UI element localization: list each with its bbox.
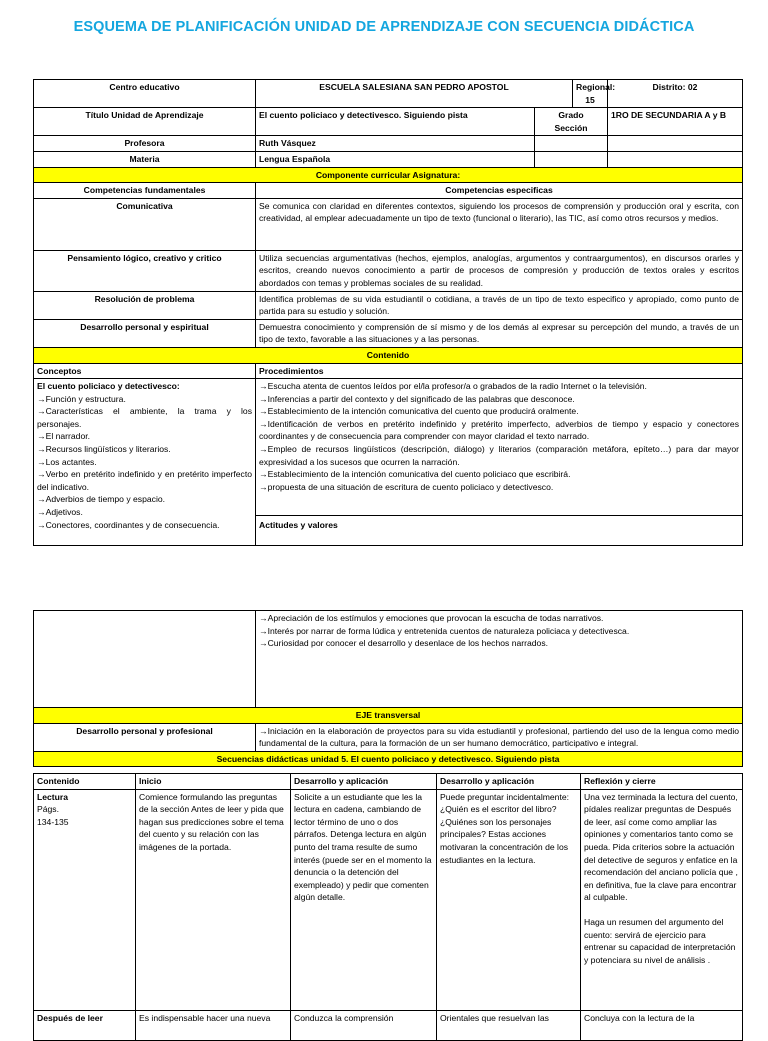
procedimiento-item: →Empleo de recursos lingüísticos (descripción, diálogo) y literarios (comparación metáfora, epíteto…) para dar mayor expresividad a los sucesos que ocurren la narración.: [259, 444, 739, 467]
page-title: ESQUEMA DE PLANIFICACIÓN UNIDAD DE APRENDIZAJE CON SECUENCIA DIDÁCTICA: [73, 19, 695, 35]
despues-desarrollo-2: Orientales que resuelvan las: [437, 1010, 581, 1040]
empty-cell: [608, 136, 743, 152]
profesora-value: Ruth Vásquez: [256, 136, 535, 152]
col-header-desarrollo: Desarrollo y aplicación: [437, 774, 581, 790]
actitud-item: →Interés por narrar de forma lúdica y entretenida cuentos de naturaleza policiaca y detectivesca.: [259, 625, 630, 636]
centro-value: ESCUELA SALESIANA SAN PEDRO APOSTOL: [256, 80, 573, 108]
lectura-inicio: Comience formulando las preguntas de la sección Antes de leer y pida que hagan sus predicciones sobre el tema del cuento y su relación con las imágenes de la portada.: [136, 789, 291, 1010]
reflexion-paragraph: Haga un resumen del argumento del cuento: servirá de ejercicio para entrenar su capacidad de interpretación y potenciara su nivel de análisis .: [584, 916, 736, 965]
col-header-inicio: Inicio: [136, 774, 291, 790]
eje-header: EJE transversal: [34, 708, 743, 724]
actitud-item: →Curiosidad por conocer el desarrollo y desenlace de los hechos narrados.: [259, 638, 549, 649]
actitudes-header: Actitudes y valores: [256, 516, 743, 546]
concepto-item: →Adverbios de tiempo y espacio.: [37, 494, 166, 505]
lectura-desarrollo-2: Puede preguntar incidentalmente: ¿Quién es el escritor del libro? ¿Quiénes son los personajes principales? Estas acciones motivaran la concentración de los estudiantes en la lectura.: [437, 789, 581, 1010]
conceptos-list: [34, 379, 256, 546]
seccion-label: Sección: [554, 122, 588, 133]
procedimiento-item: →Establecimiento de la intención comunicativa del cuento que producirá oralmente.: [259, 406, 579, 417]
actitudes-list: [256, 611, 743, 708]
secuencias-table: [33, 773, 743, 1041]
competencia-name: Comunicativa: [34, 198, 256, 250]
competencia-text: Identifica problemas de su vida estudiantil o cotidiana, a través de un tipo de texto especifico y apropiado, como punto de partida para su estudio y solución.: [256, 291, 743, 319]
grado-value: 1RO DE SECUNDARIA A y B: [608, 108, 743, 136]
planning-table: [33, 79, 743, 546]
centro-label: Centro educativo: [34, 80, 256, 108]
competencia-text: Utiliza secuencias argumentativas (hechos, ejemplos, analogías, argumentos y contraargumentos), en discursos orarles y escritos, creando nuevos conocimiento a partir de procesos de compresión y producción de textos orales y escritos abordados con temas y problemas sociales de su realidad.: [256, 250, 743, 291]
empty-cell: [535, 151, 608, 167]
planning-table-continued: [33, 610, 743, 767]
col-header-contenido: Contenido: [34, 774, 136, 790]
concepto-item: →Recursos lingüísticos y literarios.: [37, 444, 171, 455]
lectura-pages-number: 134-135: [37, 816, 69, 827]
titulo-value: El cuento policiaco y detectivesco. Siguiendo pista: [256, 108, 535, 136]
eje-text: →Iniciación en la elaboración de proyectos para su vida estudiantil y profesional, partiendo del uso de la lengua como medio fundamental de la cultura, para la formación de un ser humano democrático, participativo e integral.: [256, 723, 743, 751]
despues-label: Después de leer: [34, 1010, 136, 1040]
conceptos-title: El cuento policiaco y detectivesco:: [37, 381, 180, 392]
eje-label: Desarrollo personal y profesional: [34, 723, 256, 751]
col-header-reflexion: Reflexión y cierre: [581, 774, 743, 790]
lectura-desarrollo-1: Solicite a un estudiante que les la lectura en cadena, cambiando de lector término de uno o dos párrafos. Detenga lectura en algún punto del trama resulte de sumo interés (puede ser en el momento la denuncia o la detención del exempleado) y pedir que comenten algún detalle.: [291, 789, 437, 1010]
secuencias-header: Secuencias didácticas unidad 5. El cuento policiaco y detectivesco. Siguiendo pista: [34, 751, 743, 767]
competencia-name: Pensamiento lógico, creativo y critico: [34, 250, 256, 291]
concepto-item: →Los actantes.: [37, 456, 97, 467]
col-header-desarrollo: Desarrollo y aplicación: [291, 774, 437, 790]
concepto-item: →Conectores, coordinantes y de consecuencia.: [37, 519, 220, 530]
despues-desarrollo-1: Conduzca la comprensión: [291, 1010, 437, 1040]
competencia-name: Desarrollo personal y espiritual: [34, 319, 256, 347]
competencias-fundamentales-header: Competencias fundamentales: [34, 183, 256, 199]
distrito: Distrito: 02: [608, 80, 743, 108]
procedimientos-header: Procedimientos: [256, 363, 743, 379]
procedimiento-item: →propuesta de una situación de escritura de cuento policiaco y detectivesco.: [259, 481, 554, 492]
concepto-item: →Adjetivos.: [37, 507, 83, 518]
despues-inicio: Es indispensable hacer una nueva: [136, 1010, 291, 1040]
competencia-text: Se comunica con claridad en diferentes contextos, siguiendo los procesos de comprensión y producción oral y escrita, con creatividad, al emplear adecuadamente un tipo de texto (funcional o literario), las TIC, así como otros recursos y medios.: [256, 198, 743, 250]
concepto-item: →Características el ambiente, la trama y los personajes.: [37, 406, 252, 429]
empty-cell: [608, 151, 743, 167]
concepto-item: →El narrador.: [37, 431, 91, 442]
componente-header: Componente curricular Asignatura:: [34, 167, 743, 183]
materia-value: Lengua Española: [256, 151, 535, 167]
materia-label: Materia: [34, 151, 256, 167]
lectura-pages-label: Págs.: [37, 804, 59, 815]
regional: Regional: 15: [573, 80, 608, 108]
competencias-especificas-header: Competencias especificas: [256, 183, 743, 199]
grado-label: Grado: [558, 110, 584, 121]
empty-cell: [34, 611, 256, 708]
competencia-name: Resolución de problema: [34, 291, 256, 319]
conceptos-header: Conceptos: [34, 363, 256, 379]
grado-seccion-label: [535, 108, 608, 136]
reflexion-paragraph: Una vez terminada la lectura del cuento, pídales realizar preguntas de Después de leer, así come como ampliar las opiniones y comentarios tanto como se pueda. Pida criterios sobre la actuación del detective de seguros y enfatice en la recomendación del anciano policía que , en definitiva, fue la clave para encontrar al culpable.: [584, 791, 738, 903]
procedimiento-item: →Identificación de verbos en pretérito indefinido y pretérito imperfecto, adverbios de tiempo y espacio y conectores coordinantes y de consecuencia para comprender con mayor claridad el texto narrado.: [259, 418, 739, 442]
concepto-item: →Verbo en pretérito indefinido y en pretérito imperfecto del indicativo.: [37, 469, 252, 492]
procedimiento-item: →Inferencias a partir del contexto y del significado de las palabras que desconoce.: [259, 393, 575, 404]
concepto-item: →Función y estructura.: [37, 393, 126, 404]
actitud-item: →Apreciación de los estímulos y emociones que provocan la escucha de todas narrativos.: [259, 613, 604, 623]
despues-reflexion: Concluya con la lectura de la: [581, 1010, 743, 1040]
lectura-label: Lectura: [37, 791, 69, 802]
lectura-cell: [34, 789, 136, 1010]
procedimientos-list: [256, 379, 743, 516]
procedimiento-item: →Escucha atenta de cuentos leídos por el/la profesor/a o grabados de la radio Internet o la televisión.: [259, 381, 647, 392]
procedimiento-item: →Establecimiento de la intención comunicativa del cuento policiaco que escribirá.: [259, 469, 571, 480]
titulo-label: Título Unidad de Aprendizaje: [34, 108, 256, 136]
profesora-label: Profesora: [34, 136, 256, 152]
empty-cell: [535, 136, 608, 152]
contenido-header: Contenido: [34, 347, 743, 363]
lectura-reflexion: [581, 789, 743, 1010]
competencia-text: Demuestra conocimiento y comprensión de sí mismo y de los demás al expresar su percepción del mundo, a través de un tipo de texto, favorable a las situaciones y a las personas.: [256, 319, 743, 347]
